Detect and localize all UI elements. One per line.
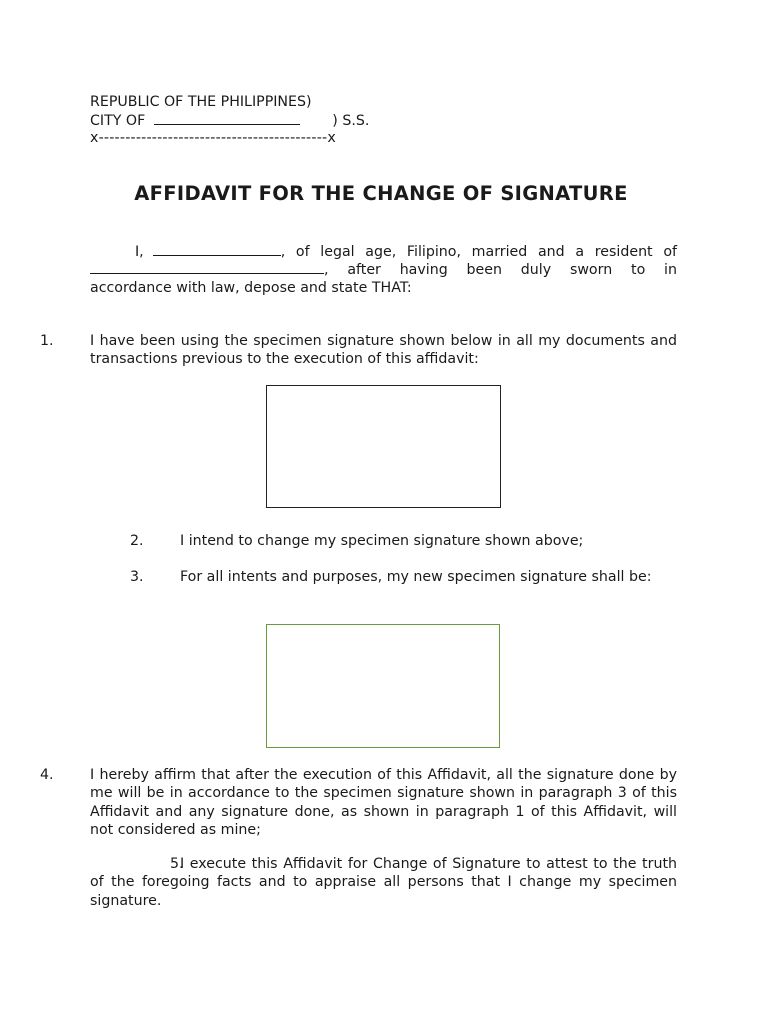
caption-republic: REPUBLIC OF THE PHILIPPINES) <box>90 94 312 110</box>
item-1-number: 1. <box>40 333 54 349</box>
item-5-paragraph <box>90 855 677 910</box>
caption-city-line <box>90 111 369 130</box>
intro-line-3: accordance with law, depose and state THAT: <box>90 280 412 296</box>
caption-separator: x-------------------------------------------x <box>90 130 336 146</box>
item-4-number: 4. <box>40 767 54 783</box>
intro-i: I, <box>135 244 144 260</box>
item-5-text: I execute this Affidavit for Change of Signature to attest to the truth of the foregoing facts and to appraise all persons that I change my specimen signature. <box>90 856 677 909</box>
item-1-text: I have been using the specimen signature shown below in all my documents and transactions previous to the execution of this affidavit: <box>90 333 677 368</box>
intro-part-2: , after having been duly sworn to in <box>324 262 677 278</box>
item-4-text: I hereby affirm that after the execution of this Affidavit, all the signature done by me will be in accordance to the specimen signature shown in paragraph 3 of this Affidavit and any signature done, as shown in paragraph 1 of this Affidavit, will not considered as mine; <box>90 767 677 838</box>
current-signature-box[interactable] <box>266 385 501 508</box>
document-title: AFFIDAVIT FOR THE CHANGE OF SIGNATURE <box>134 182 628 205</box>
residence-blank-field[interactable] <box>90 260 324 274</box>
item-5-number: 5. <box>170 856 184 872</box>
name-blank-field[interactable] <box>153 242 281 256</box>
caption-city-label: CITY OF <box>90 113 146 129</box>
caption-ss-label: ) S.S. <box>332 113 370 129</box>
intro-line-1 <box>135 242 677 261</box>
new-signature-box[interactable] <box>266 624 500 748</box>
item-2-number: 2. <box>130 533 144 549</box>
item-3-number: 3. <box>130 569 144 585</box>
intro-part-1: , of legal age, Filipino, married and a resident of <box>280 244 677 260</box>
item-3-text: For all intents and purposes, my new specimen signature shall be: <box>180 569 652 585</box>
city-blank-field[interactable] <box>154 111 300 125</box>
item-2-text: I intend to change my specimen signature shown above; <box>180 533 584 549</box>
intro-line-2 <box>90 260 677 279</box>
